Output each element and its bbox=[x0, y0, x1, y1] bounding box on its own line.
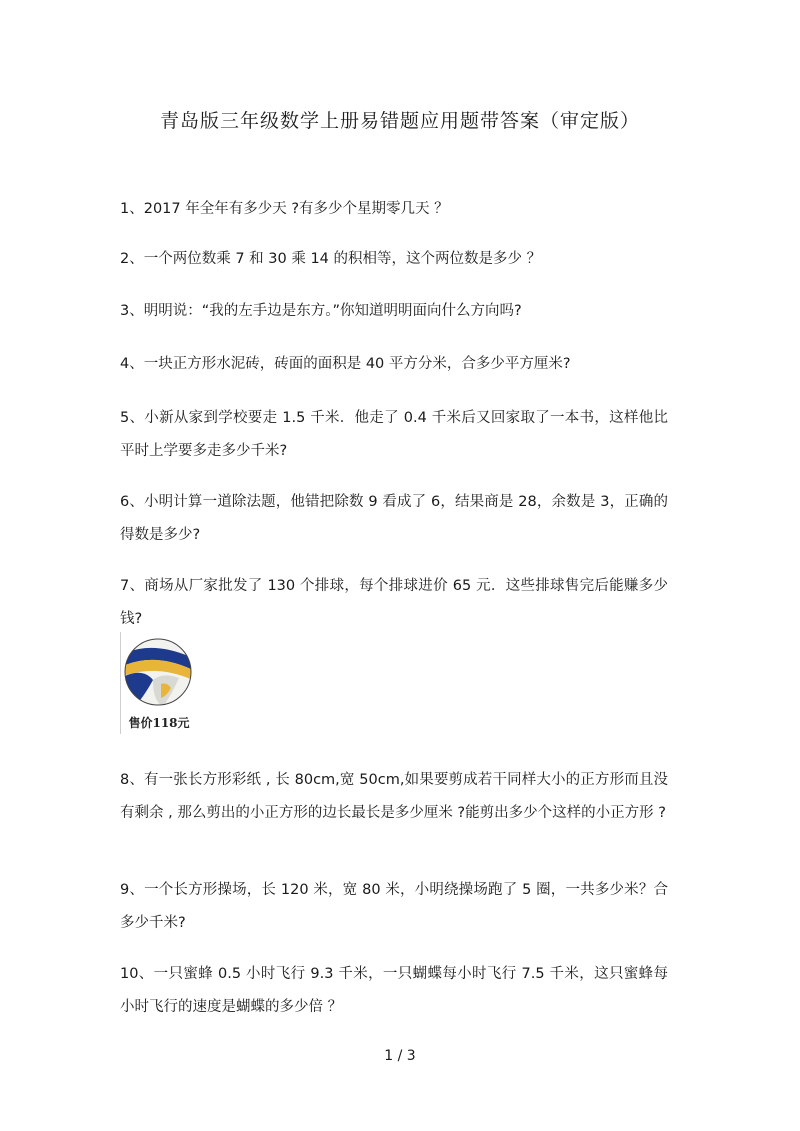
page-number: 1 / 3 bbox=[384, 1048, 416, 1064]
volleyball-image bbox=[120, 632, 197, 734]
price-caption: 售价118元 bbox=[128, 716, 190, 730]
volleyball-icon bbox=[123, 636, 193, 712]
question-9: 9、一个长方形操场，长 120 米，宽 80 米，小明绕操场跑了 5 圈，一共多少米？合多少千米? bbox=[120, 882, 668, 931]
question-6: 6、小明计算一道除法题，他错把除数 9 看成了 6，结果商是 28，余数是 3，正确的得数是多少? bbox=[120, 494, 668, 543]
question-5: 5、小新从家到学校要走 1.5 千米．他走了 0.4 千米后又回家取了一本书，这样他比平时上学要多走多少千米? bbox=[120, 410, 668, 459]
question-8: 8、有一张长方形彩纸 , 长 80cm,宽 50cm,如果要剪成若干同样大小的正方形而且没有剩余 , 那么剪出的小正方形的边长最长是多少厘米 ?能剪出多少个这样的小正方形 ? bbox=[120, 772, 668, 821]
question-1: 1、2017 年全年有多少天 ?有多少个星期零几天 ？ bbox=[120, 201, 449, 217]
question-7: 7、商场从厂家批发了 130 个排球，每个排球进价 65 元．这些排球售完后能赚多少钱? bbox=[120, 578, 668, 627]
page-title: 青岛版三年级数学上册易错题应用题带答案（审定版） bbox=[159, 110, 640, 132]
question-3: 3、明明说：“我的左手边是东方。”你知道明明面向什么方向吗? bbox=[120, 303, 522, 319]
question-2: 2、一个两位数乘 7 和 30 乘 14 的积相等，这个两位数是多少 ？ bbox=[120, 251, 542, 267]
question-4: 4、一块正方形水泥砖，砖面的面积是 40 平方分米，合多少平方厘米? bbox=[120, 356, 571, 372]
question-10: 10、一只蜜蜂 0.5 小时飞行 9.3 千米，一只蝴蝶每小时飞行 7.5 千米，这只蜜蜂每小时飞行的速度是蝴蝶的多少倍 ？ bbox=[120, 966, 668, 1015]
